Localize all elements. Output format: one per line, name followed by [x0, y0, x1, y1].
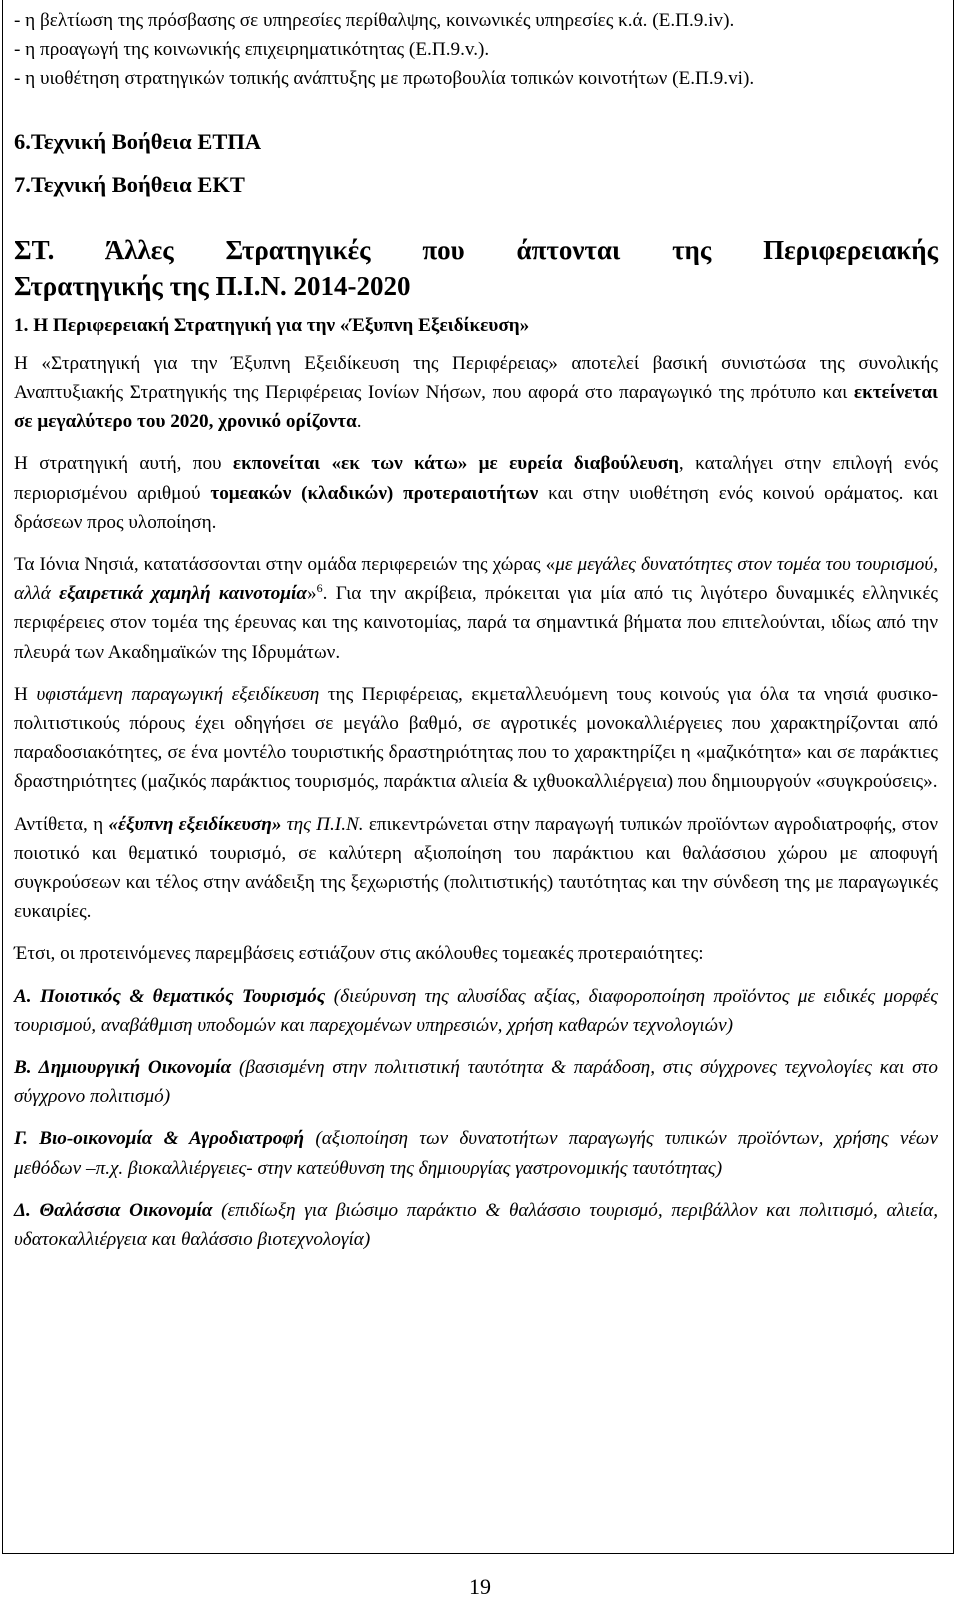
footnote-ref[interactable]: 6 [316, 581, 323, 596]
toc-list [14, 120, 938, 206]
priority-title: Β. Δημιουργική Οικονομία [14, 1057, 232, 1079]
bold-run: τομεακών (κλαδικών) προτεραιοτήτων [210, 482, 539, 504]
priority-description: (αξιοποίηση των δυνατοτήτων παραγωγής τυπικών προϊόντων, χρήσης νέων μεθόδων –π.χ. βιοκαλλιέργειες- στην κατεύθυνση της δημιουργίας γαστρονομικής ταυτότητας) [14, 1128, 938, 1179]
text-run: Αντίθετα, η [14, 813, 109, 835]
page-number: 19 [469, 1574, 491, 1599]
bold-italic-run: εξαιρετικά χαμηλή καινοτομία [59, 583, 307, 605]
priority-a [14, 982, 938, 1040]
bullet-item: - η βελτίωση της πρόσβασης σε υπηρεσίες περίθαλψης, κοινωνικές υπηρεσίες κ.ά. (Ε.Π.9.iv). [14, 10, 735, 31]
priority-description: (διεύρυνση της αλυσίδας αξίας, διαφοροποίηση προϊόντος με ειδικές μορφές τουρισμού, αναβάθμιση υποδομών και παρεχομένων υπηρεσιών, χρήση καθαρών τεχνολογιών) [14, 985, 938, 1036]
toc-item-6: 6.Τεχνική Βοήθεια ΕΤΠΑ [14, 128, 262, 154]
text-run: » [306, 583, 317, 605]
bold-run: εκτείνεται σε μεγαλύτερο του 2020, χρονικό ορίζοντα [14, 382, 938, 433]
text-run: επικεντρώνεται στην παραγωγή τυπικών προϊόντων αγροδιατροφής, στον ποιοτικό και θεματικό τουρισμό, σε καλύτερη αξιοποίηση του παράκτιου και θαλάσσιου χώρου με αποφυγή συγκρούσεων και τέλος στην ανάδειξη της ξεχωριστής (πολιτιστικής) ταυτότητας και την σύνδεση της με παραγωγικές ευκαιρίες. [14, 813, 939, 923]
text-run: , καταλήγει στην επιλογή ενός περιορισμένου αριθμού [14, 453, 938, 504]
text-run: της Περιφέρειας, εκμεταλλευόμενη τους κοινούς για όλα τα νησιά φυσικο-πολιτιστικούς πόρους έχει οδηγήσει σε μεγάλο βαθμό, σε αγροτικές μονοκαλλιέργειες που χαρακτηρίζονται από παραδοσιακότητες, σε ένα μοντέλο τουριστικής δραστηριότητας που το χαρακτηρίζει η «μαζικότητα» και σε παράκτιες δραστηριότητες (μαζικός παράκτιος τουρισμός, παράκτια αλιεία & ιχθυοκαλλιέργεια) που δημιουργούν «συγκρούσεις». [14, 683, 939, 793]
section-heading [14, 232, 938, 304]
paragraph-3 [14, 550, 938, 667]
bold-italic-run: «έξυπνη εξειδίκευση» [108, 813, 282, 835]
priority-description: (βασισμένη στην πολιτιστική ταυτότητα & παράδοση, στις σύγχρονες τεχνολογίες και στο σύγχρονο πολιτισμό) [14, 1057, 939, 1108]
priority-d [14, 1196, 938, 1254]
priority-b [14, 1053, 938, 1111]
text-run: και στην υιοθέτηση ενός κοινού οράματος. και δράσεων προς υλοποίηση. [14, 482, 938, 533]
section-heading-line-1: ΣΤ. Άλλες Στρατηγικές που άπτονται της Περιφερειακής [14, 234, 938, 265]
bold-run: εκπονείται «εκ των κάτω» με ευρεία διαβούλευση [232, 453, 679, 475]
paragraph-5 [14, 810, 938, 927]
paragraph-4 [14, 680, 938, 797]
text-run: Τα Ιόνια Νησιά, κατατάσσονται στην ομάδα περιφερειών της χώρας « [14, 554, 556, 576]
subsection-heading: 1. Η Περιφερειακή Στρατηγική για την «Έξυπνη Εξειδίκευση» [14, 314, 530, 336]
priority-c [14, 1124, 938, 1182]
priority-title: Γ. Βιο-οικονομία & Αγροδιατροφή [14, 1128, 305, 1150]
italic-run: με μεγάλες δυνατότητες στον τομέα του τουρισμού, αλλά [14, 554, 938, 605]
text-run: . Για την ακρίβεια, πρόκειται για μία από τις λιγότερο δυναμικές ελληνικές περιφέρειες στον τομέα της έρευνας και της καινοτομίας, παρά τα σημαντικά βήματα που επιτελούνται, ιδίως από την πλευρά των Ακαδημαϊκών της Ιδρυμάτων. [14, 583, 938, 663]
priority-title: Α. Ποιοτικός & θεματικός Τουρισμός [14, 985, 326, 1007]
text-run: Η [14, 683, 37, 705]
paragraph-6: Έτσι, οι προτεινόμενες παρεμβάσεις εστιάζουν στις ακόλουθες τομεακές προτεραιότητες: [14, 943, 704, 965]
text-run: . [356, 411, 362, 433]
paragraph-2 [14, 449, 938, 537]
bullet-item: - η προαγωγή της κοινωνικής επιχειρηματικότητας (Ε.Π.9.v.). [14, 39, 490, 61]
section-heading-line-2: Στρατηγικής της Π.Ι.Ν. 2014-2020 [14, 270, 411, 301]
priority-title: Δ. Θαλάσσια Οικονομία [14, 1199, 213, 1221]
text-run: Η στρατηγική αυτή, που [14, 453, 233, 475]
text-run: Η «Στρατηγική για την Έξυπνη Εξειδίκευση της Περιφέρειας» αποτελεί βασική συνιστώσα της συνολικής Αναπτυξιακής Στρατηγικής της Περιφέρειας Ιονίων Νήσων, που αφορά στο παραγωγικό της πρότυπο και [14, 352, 938, 404]
paragraph-1 [14, 349, 938, 437]
page-content [14, 6, 938, 1254]
italic-run: υφιστάμενη παραγωγική εξειδίκευση [36, 683, 320, 705]
bullet-item: - η υιοθέτηση στρατηγικών τοπικής ανάπτυξης με πρωτοβουλία τοπικών κοινοτήτων (Ε.Π.9.vi). [14, 68, 755, 90]
priority-description: (επιδίωξη για βιώσιμο παράκτιο & θαλάσσιο τουρισμό, περιβάλλον και πολιτισμό, αλιεία, υδατοκαλλιέργεια και θαλάσσιο βιοτεχνολογία) [14, 1199, 938, 1251]
italic-run: της Π.Ι.Ν. [281, 813, 364, 835]
toc-item-7: 7.Τεχνική Βοήθεια ΕΚΤ [14, 171, 245, 197]
